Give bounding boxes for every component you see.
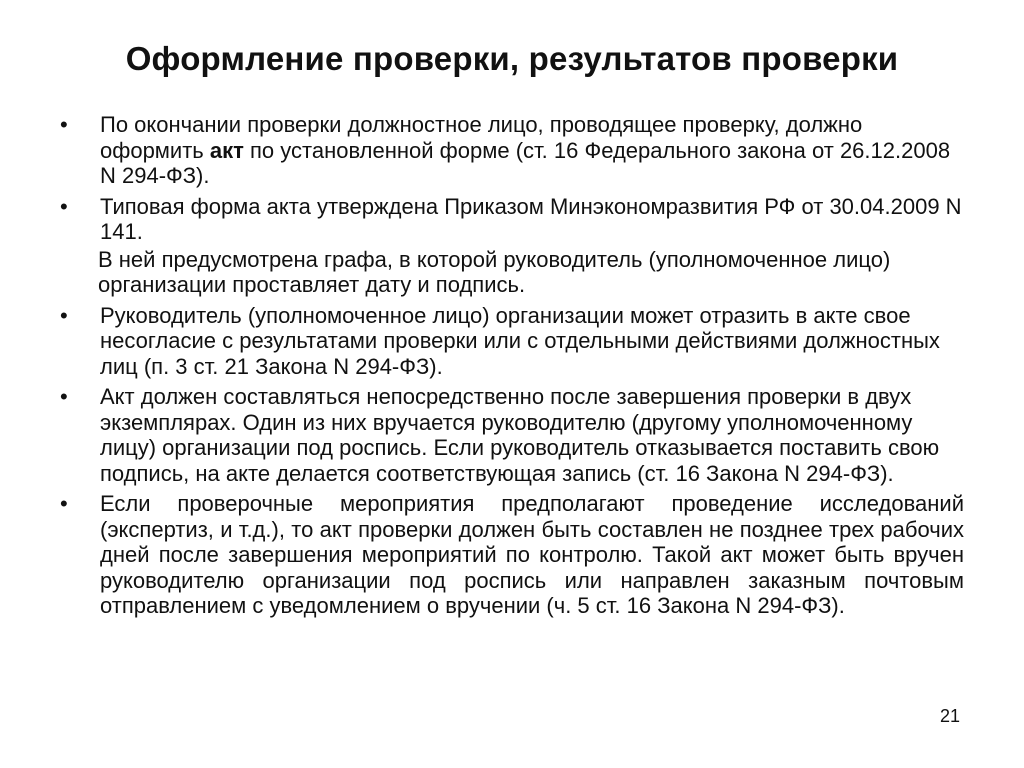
- slide-title: Оформление проверки, результатов проверки: [125, 40, 899, 77]
- list-item: [60, 194, 964, 245]
- list-item-text: Руководитель (уполномоченное лицо) организации может отразить в акте свое несогласие с результатами проверки или с отдельными действиями должностных лиц (п. 3 ст. 21 Закона N 294-ФЗ).: [100, 302, 940, 379]
- list-item-text: По окончании проверки должностное лицо, проводящее проверку, должно оформить: [100, 112, 863, 163]
- bold-term: акт: [209, 137, 244, 163]
- bullet-list: [60, 112, 964, 624]
- list-item-text: Если проверочные мероприятия предполагают проведение исследований (экспертиз, и т.д.), то акт проверки должен быть составлен не позднее трех рабочих дней после завершения мероприятий по контролю. Такой акт может быть вручен руководителю организации под роспись или направлен заказным почтовым отправлением с уведомлением о вручении (ч. 5 ст. 16 Закона N 294-ФЗ).: [100, 491, 964, 618]
- list-item: [60, 112, 964, 189]
- list-item-text: по установленной форме (ст. 16 Федерального закона от 26.12.2008 N 294-ФЗ).: [100, 137, 951, 188]
- bullet-icon: •: [60, 384, 68, 409]
- list-item: [60, 491, 964, 619]
- bullet-icon: •: [60, 112, 68, 137]
- list-item-text: Акт должен составляться непосредственно после завершения проверки в двух экземплярах. Один из них вручается руководителю (другому уполномоченному лицу) организации под роспись. Если руководитель отказывается поставить свою подпись, на акте делается соответствующая запись (ст. 16 Закона N 294-ФЗ).: [100, 384, 940, 486]
- list-item-continuation: В ней предусмотрена графа, в которой руководитель (уполномоченное лицо) организации проставляет дату и подпись.: [98, 246, 891, 297]
- list-item: [60, 303, 964, 380]
- bullet-icon: •: [60, 491, 68, 516]
- bullet-icon: •: [60, 193, 68, 219]
- page-number: 21: [939, 706, 960, 726]
- list-item-text: Типовая форма акта утверждена Приказом Минэкономразвития РФ от 30.04.2009 N 141.: [100, 193, 962, 244]
- bullet-icon: •: [60, 302, 68, 328]
- list-item: [60, 384, 964, 486]
